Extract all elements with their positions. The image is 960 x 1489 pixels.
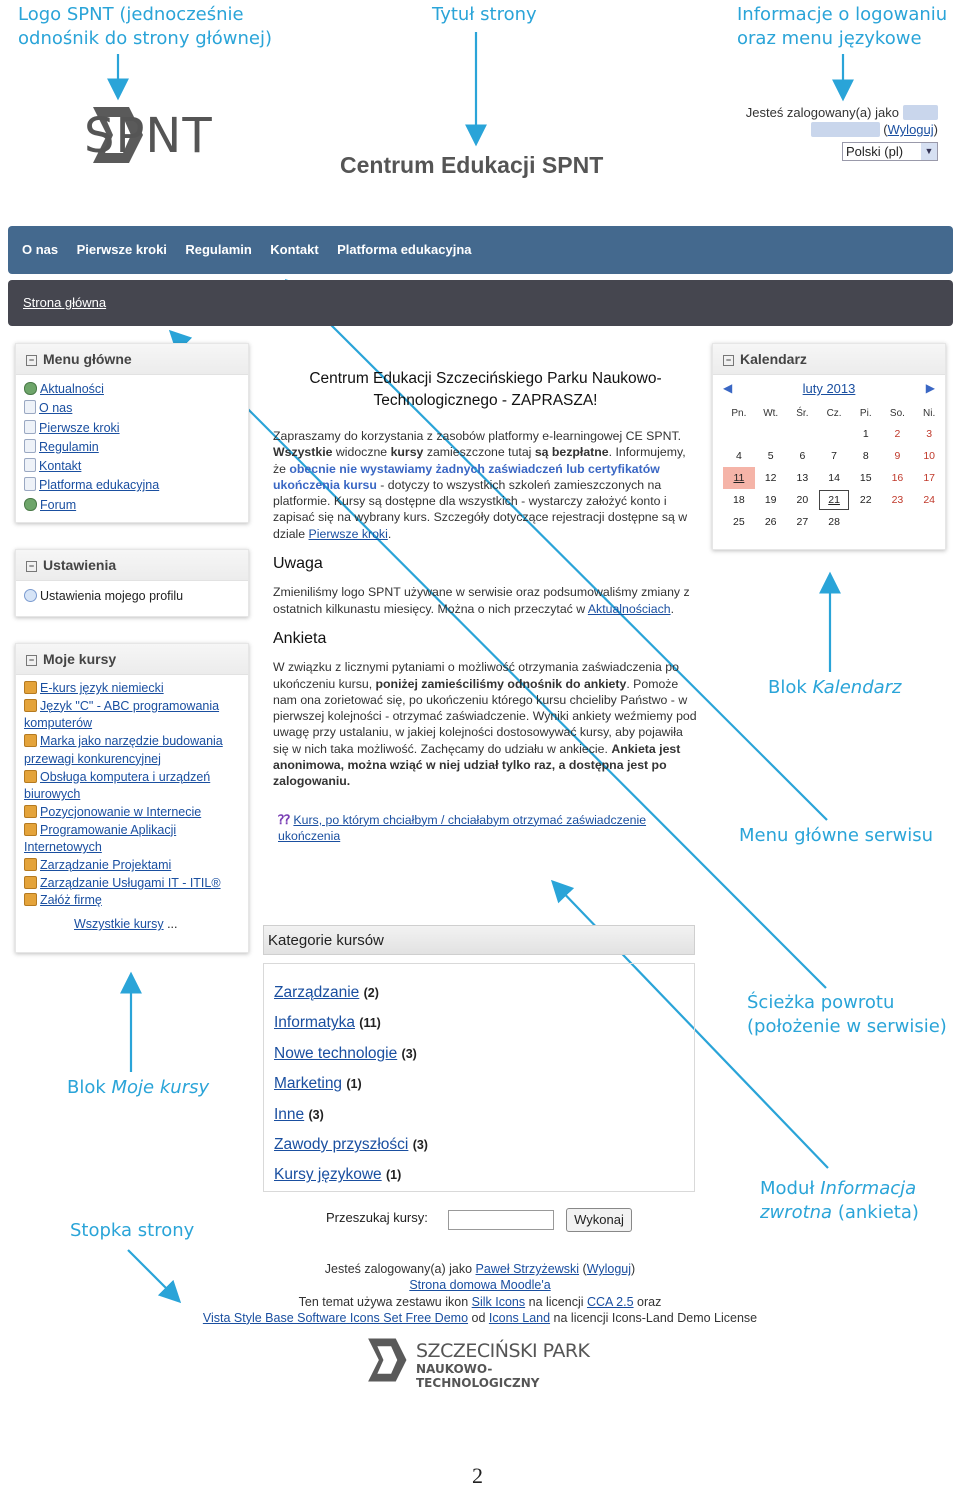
weekday-label: Ni. [923,407,936,419]
month-link[interactable]: luty 2013 [802,381,856,396]
calendar-day[interactable]: 28 [828,516,840,528]
news-link[interactable]: Aktualnościach [587,601,671,616]
calendar-day[interactable]: 13 [796,472,809,484]
category-item[interactable]: Zawody przyszłości (3) [274,1136,428,1154]
calendar-day[interactable]: 11 [723,467,755,489]
calendar-day[interactable]: 16 [891,472,904,484]
category-item[interactable]: Inne (3) [274,1105,324,1123]
calendar-empty [850,511,882,533]
footer-logout-link[interactable]: Wyloguj [586,1262,632,1276]
document-icon [24,458,36,472]
section-heading-uwaga: Uwaga [273,555,323,573]
nav-item-platforma[interactable]: Platforma edukacyjna [337,242,472,257]
icons-land-link[interactable]: Icons Land [488,1310,551,1325]
prev-month-icon[interactable]: ◀ [723,381,733,395]
course-icon [24,770,37,783]
silk-icons-link[interactable]: Silk Icons [471,1294,526,1309]
calendar-day[interactable]: 6 [799,450,806,462]
collapse-icon[interactable]: − [723,355,734,366]
course-icon [24,893,37,906]
question-icon: ⁇ [278,811,290,827]
people-icon [24,498,37,511]
page-footer: Jesteś zalogowany(a) jako Paweł Strzyżewski (Wyloguj) Strona domowa Moodle'a Ten temat używa zestawu ikon Silk Icons na licencji CCA 2.5 oraz Vista Style Base Software Icons Set Free Demo od Icons Land na licencji Icons-Land Demo License [202,1262,758,1325]
course-item[interactable]: Pozycjonowanie w Internecie [16,804,248,822]
calendar-day[interactable]: 19 [764,494,777,506]
collapse-icon[interactable]: − [26,561,37,572]
breadcrumb-home-link[interactable]: Strona główna [23,295,107,310]
course-item[interactable]: Załóż firmę [16,892,248,910]
page-number: 2 [472,1463,483,1488]
annotation-title: Tytuł strony [432,4,537,25]
course-icon [24,699,37,712]
course-item[interactable]: Programowanie Aplikacji Internetowych [24,822,177,855]
nav-item-o-nas[interactable]: O nas [22,242,59,257]
chevron-down-icon: ▼ [921,143,937,160]
calendar-empty [818,423,850,445]
course-item[interactable]: Obsługa komputera i urządzeń biurowych [24,769,211,802]
course-icon [24,681,37,694]
calendar-day[interactable]: 25 [733,516,745,528]
menu-item-forum[interactable]: Forum [16,496,248,515]
arrow-right-icon [24,589,37,602]
annotation-main-menu: Menu główne serwisu [739,825,933,846]
spnt-footer-logo: SZCZECIŃSKI PARK NAUKOWO-TECHNOLOGICZNY [360,1337,605,1383]
calendar-day[interactable]: 27 [796,516,809,528]
collapse-icon[interactable]: − [26,655,37,666]
calendar-day[interactable]: 20 [796,494,809,506]
search-label: Przeszukaj kursy: [326,1210,428,1225]
menu-item-pierwsze-kroki[interactable]: Pierwsze kroki [16,419,248,438]
footer-user-link[interactable]: Paweł Strzyżewski [475,1262,580,1276]
calendar-day[interactable]: 4 [735,450,742,462]
collapse-icon[interactable]: − [26,355,37,366]
calendar-day[interactable]: 9 [894,450,901,462]
language-select[interactable]: Polski (pl) ▼ [842,142,938,161]
survey-link[interactable]: Kurs, po którym chciałbym / chciałabym otrzymać zaświadczenie ukończenia [278,812,647,843]
first-steps-link[interactable]: Pierwsze kroki [308,526,388,541]
calendar-day[interactable]: 23 [891,494,904,506]
user-name-first[interactable] [903,105,938,120]
category-item[interactable]: Nowe technologie (3) [274,1044,417,1062]
logout-link[interactable]: Wyloguj [887,122,934,137]
section-heading-ankieta: Ankieta [273,629,327,647]
calendar-empty [882,511,914,533]
next-month-icon[interactable]: ▶ [925,381,935,395]
all-courses-link[interactable]: Wszystkie kursy [74,917,164,932]
categories-list [263,963,695,1192]
course-item[interactable]: Zarządzanie Usługami IT - ITIL® [16,875,248,893]
categories-header: Kategorie kursów [263,925,695,955]
my-courses-block: − Moje kursy E-kurs język niemiecki Język "C" - ABC programowania komputerów Marka jako narzędzie budowania przewagi konkurencyjnej Obsługa komputera i urządzeń biurowych Pozycjonowanie w Internecie Programowanie Aplikacji Internetowych Zarządzanie Projektami Zarządzanie Usługami IT - ITIL® Załóż firmę Wszystkie kursy ... [15,643,249,953]
annotation-login: Informacje o logowaniu oraz menu językowe [737,4,948,49]
category-item[interactable]: Zarządzanie (2) [274,984,379,1001]
vista-icons-link[interactable]: Vista Style Base Software Icons Set Free Demo [202,1310,469,1325]
main-menu-block: − Menu główne Aktualności O nas Pierwsze kroki Regulamin Kontakt Platforma edukacyjna Forum [15,343,249,523]
survey-item[interactable] [273,812,698,845]
ankieta-paragraph: W związku z licznymi pytaniami o możliwość otrzymania zaświadczenia po ukończeniu kursu, poniżej zamieściliśmy odnośnik do ankiety. Pomoże nam ona zorietować się, po ukończeniu którego kursu chcieliby Państwo - w pierwszej kolejności - otrzymać zaświadczenie. Wyniki ankiety weźmiemy pod uwagę przy ustalaniu, w jakiej kolejności dostosowywać kursy, aby pojawiła się w nich taka możliwość. Zachęcamy do udziału w ankiecie. Ankieta jest anonimowa, można wziąć w niej udział tylko raz, a dostępna jest po zalogowaniu. [273,660,697,789]
settings-profile-item[interactable]: Ustawienia mojego profilu [16,581,248,606]
calendar-day[interactable]: 24 [923,494,935,506]
course-item[interactable]: Zarządzanie Projektami [16,857,248,875]
calendar-day[interactable]: 3 [926,428,933,440]
annotation-breadcrumb: Ścieżka powrotu (położenie w serwisie) [747,992,947,1037]
course-item[interactable]: Marka jako narzędzie budowania przewagi konkurencyjnej [24,734,223,766]
calendar-empty [787,423,819,445]
calendar-empty [723,423,755,445]
spnt-logo-icon [360,1337,410,1383]
weekday-label: Cz. [826,407,842,419]
nav-item-regulamin[interactable]: Regulamin [185,242,252,257]
menu-item-regulamin[interactable]: Regulamin [16,438,248,457]
calendar-day[interactable]: 14 [828,472,840,484]
document-icon [24,439,36,453]
breadcrumb [8,280,953,326]
calendar-day[interactable]: 2 [894,428,901,440]
calendar-empty [913,511,945,533]
document-icon [24,477,36,491]
course-icon [24,805,37,818]
menu-item-platforma[interactable]: Platforma edukacyjna [16,476,248,495]
calendar-day[interactable]: 10 [923,450,935,462]
user-name-last[interactable] [811,122,880,137]
spnt-logo-text[interactable]: SPNT [84,108,213,164]
login-info: Jesteś zalogowany(a) jako (Wyloguj) [745,105,938,137]
document-icon [24,400,36,414]
menu-item-o-nas[interactable]: O nas [16,399,248,418]
course-item[interactable]: Język "C" - ABC programowania komputerów [24,698,220,731]
nav-item-kontakt[interactable]: Kontakt [270,242,319,257]
course-item[interactable]: E-kurs język niemiecki [16,680,248,698]
annotation-footer: Stopka strony [70,1220,195,1241]
nav-item-pierwsze-kroki[interactable]: Pierwsze kroki [76,242,167,257]
calendar-grid [723,403,945,533]
weekday-label: So. [889,407,905,419]
calendar-day[interactable]: 1 [862,428,869,440]
calendar-day[interactable]: 22 [859,494,872,506]
page-title: Centrum Edukacji SPNT [340,152,604,178]
calendar-day[interactable]: 15 [859,472,872,484]
intro-paragraph: Zapraszamy do korzystania z zasobów platformy e-learningowej CE SPNT. Wszystkie widoczne kursy zamieszczone tutaj są bezpłatne. Informujemy, że obecnie nie wystawiamy żadnych zaświadczeń lub certyfikatów ukończenia kursu - dotyczy to wszystkich szkoleń zamieszczonych na platformie. Kursy są dostępne dla wszystkich - wystarczy założyć konto i zapisać się na wybrany kurs. Szczegóły dotyczące rejestracji dostępne są w dziale Pierwsze kroki. [273,429,688,541]
calendar-day[interactable]: 26 [764,516,777,528]
category-item[interactable]: Informatyka (11) [274,1014,381,1032]
weekday-label: Wt. [763,407,779,419]
search-button[interactable]: Wykonaj [566,1208,632,1232]
main-content [273,368,698,844]
calendar-block: − Kalendarz ◀ luty 2013 ▶ Pn. Wt. Śr. Cz. Pi. So. Ni. 1 2 3 4 5 6 7 8 9 10 11 12 13 14 15 16 17 18 19 20 21 22 23 24 25 26 27 28 [712,343,946,550]
calendar-day[interactable]: 7 [831,450,837,462]
weekday-label: Śr. [796,407,809,419]
course-icon [24,823,37,836]
cca-link[interactable]: CCA 2.5 [586,1294,634,1309]
calendar-empty [755,423,787,445]
calendar-day[interactable]: 21 [818,489,850,511]
annotation-my-courses: Blok Moje kursy [67,1077,210,1098]
annotation-calendar: Blok Kalendarz [768,677,902,698]
calendar-day[interactable]: 12 [764,472,777,484]
annotation-feedback: Moduł Informacja zwrotna (ankieta) [760,1178,919,1223]
main-heading: Centrum Edukacji Szczecińskiego Parku Naukowo-Technologicznego - ZAPRASZA! [309,370,662,409]
calendar-day[interactable]: 18 [733,494,745,506]
moodle-home-link[interactable]: Strona domowa Moodle'a [409,1278,551,1293]
calendar-day[interactable]: 17 [923,472,935,484]
people-icon [24,382,37,395]
search-input[interactable] [448,1210,554,1230]
uwaga-paragraph: Zmieniliśmy logo SPNT używane w serwisie oraz podsumowaliśmy zmiany z ostatnich kilkunastu miesięcy. Można o nich przeczytać w Aktualnościach. [273,585,690,616]
top-navigation [8,226,953,274]
course-icon [24,858,37,871]
annotation-logo: Logo SPNT (jednocześnie odnośnik do strony głównej) [18,4,272,49]
weekday-label: Pn. [731,407,747,419]
weekday-label: Pi. [859,407,872,419]
course-icon [24,734,37,747]
course-icon [24,876,37,889]
menu-item-aktualnosci[interactable]: Aktualności [16,380,248,399]
settings-block: − Ustawienia Ustawienia mojego profilu [15,549,249,617]
calendar-day[interactable]: 8 [862,450,869,462]
calendar-day[interactable]: 5 [767,450,774,462]
menu-item-kontakt[interactable]: Kontakt [16,457,248,476]
course-search [326,1210,624,1227]
category-item[interactable]: Kursy językowe (1) [274,1166,402,1184]
document-icon [24,420,36,434]
category-item[interactable]: Marketing (1) [274,1075,362,1093]
